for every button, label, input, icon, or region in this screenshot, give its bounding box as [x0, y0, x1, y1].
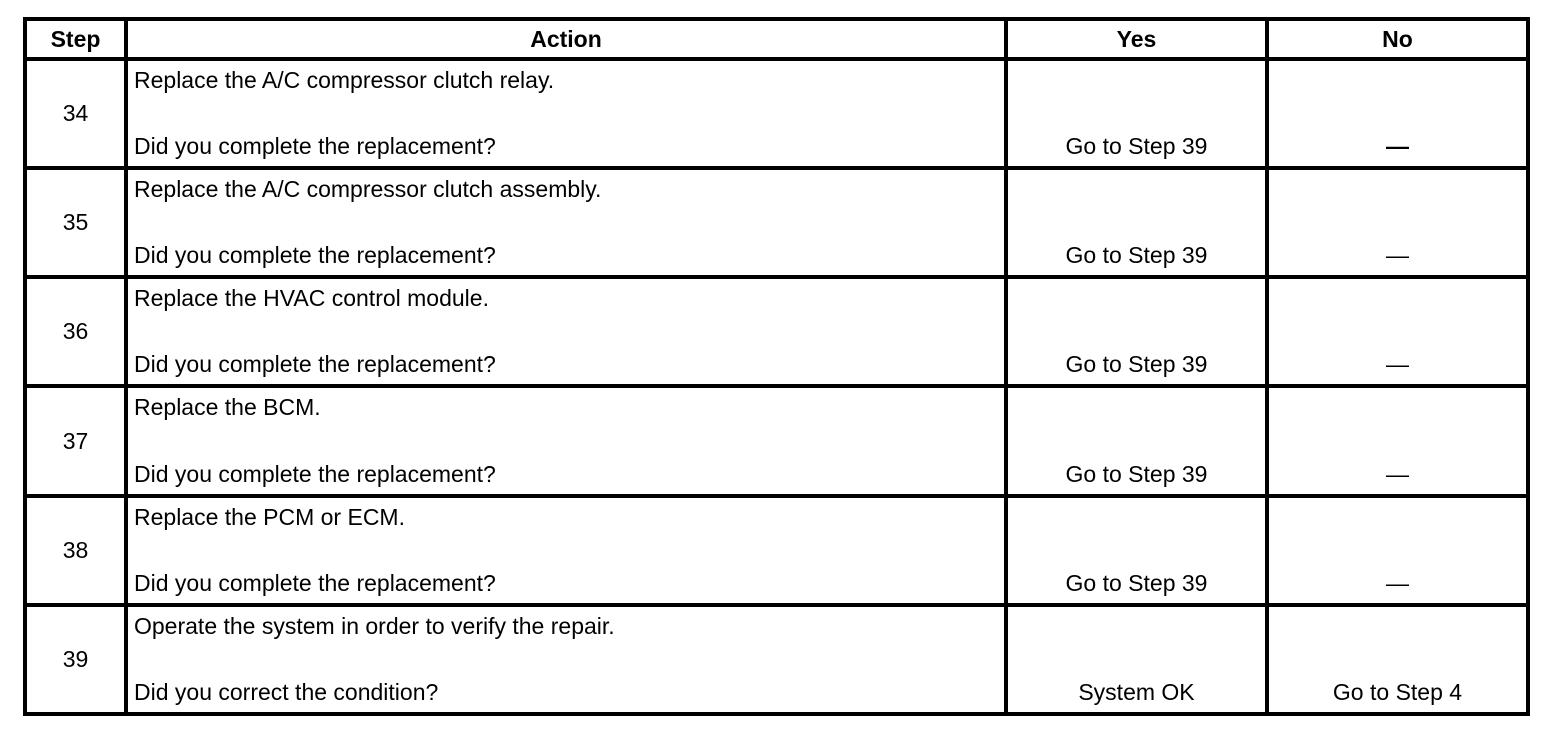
step-number: 36: [25, 277, 126, 386]
step-number: 35: [25, 168, 126, 277]
yes-cell: [1006, 605, 1267, 714]
no-result: —: [1386, 569, 1409, 596]
no-result: —: [1386, 133, 1409, 160]
yes-cell: [1006, 168, 1267, 277]
no-cell: [1267, 386, 1528, 495]
question-text: Did you complete the replacement?: [134, 242, 496, 269]
yes-result: Go to Step 39: [1065, 133, 1208, 160]
header-no: No: [1267, 19, 1528, 59]
action-cell: [126, 277, 1006, 386]
step-number: 37: [25, 386, 126, 495]
header-row: [25, 19, 1528, 59]
table-row: [25, 386, 1528, 495]
no-result: —: [1386, 460, 1409, 487]
no-cell: [1267, 605, 1528, 714]
action-cell: [126, 605, 1006, 714]
action-cell: [126, 59, 1006, 168]
no-cell: [1267, 168, 1528, 277]
no-cell: [1267, 277, 1528, 386]
step-number: 34: [25, 59, 126, 168]
no-result: —: [1386, 351, 1409, 378]
no-cell: [1267, 59, 1528, 168]
table-row: [25, 605, 1528, 714]
yes-result: Go to Step 39: [1065, 242, 1208, 269]
header-yes: Yes: [1006, 19, 1267, 59]
question-text: Did you complete the replacement?: [134, 460, 496, 487]
table-row: [25, 277, 1528, 386]
action-cell: [126, 496, 1006, 605]
diagnostic-table: [23, 17, 1530, 716]
action-text: Operate the system in order to verify the repair.: [134, 612, 615, 639]
yes-cell: [1006, 496, 1267, 605]
yes-cell: [1006, 277, 1267, 386]
no-result: —: [1386, 242, 1409, 269]
action-cell: [126, 386, 1006, 495]
table-row: [25, 496, 1528, 605]
question-text: Did you complete the replacement?: [134, 351, 496, 378]
action-cell: [126, 168, 1006, 277]
table-row: [25, 59, 1528, 168]
action-text: Replace the PCM or ECM.: [134, 503, 405, 530]
yes-cell: [1006, 386, 1267, 495]
yes-result: Go to Step 39: [1065, 460, 1208, 487]
step-number: 39: [25, 605, 126, 714]
header-step: Step: [25, 19, 126, 59]
no-cell: [1267, 496, 1528, 605]
table-row: [25, 168, 1528, 277]
yes-cell: [1006, 59, 1267, 168]
table-body: [25, 59, 1528, 714]
question-text: Did you correct the condition?: [134, 679, 439, 705]
action-text: Replace the A/C compressor clutch relay.: [134, 67, 555, 93]
yes-result: System OK: [1078, 679, 1195, 705]
yes-result: Go to Step 39: [1065, 351, 1208, 378]
question-text: Did you complete the replacement?: [134, 133, 496, 160]
table-header: [25, 19, 1528, 59]
yes-result: Go to Step 39: [1065, 569, 1208, 596]
action-text: Replace the HVAC control module.: [134, 285, 489, 312]
question-text: Did you complete the replacement?: [134, 569, 496, 596]
action-text: Replace the A/C compressor clutch assembly.: [134, 176, 602, 203]
step-number: 38: [25, 496, 126, 605]
no-result: Go to Step 4: [1332, 679, 1463, 705]
header-action: Action: [126, 19, 1006, 59]
action-text: Replace the BCM.: [134, 394, 321, 421]
